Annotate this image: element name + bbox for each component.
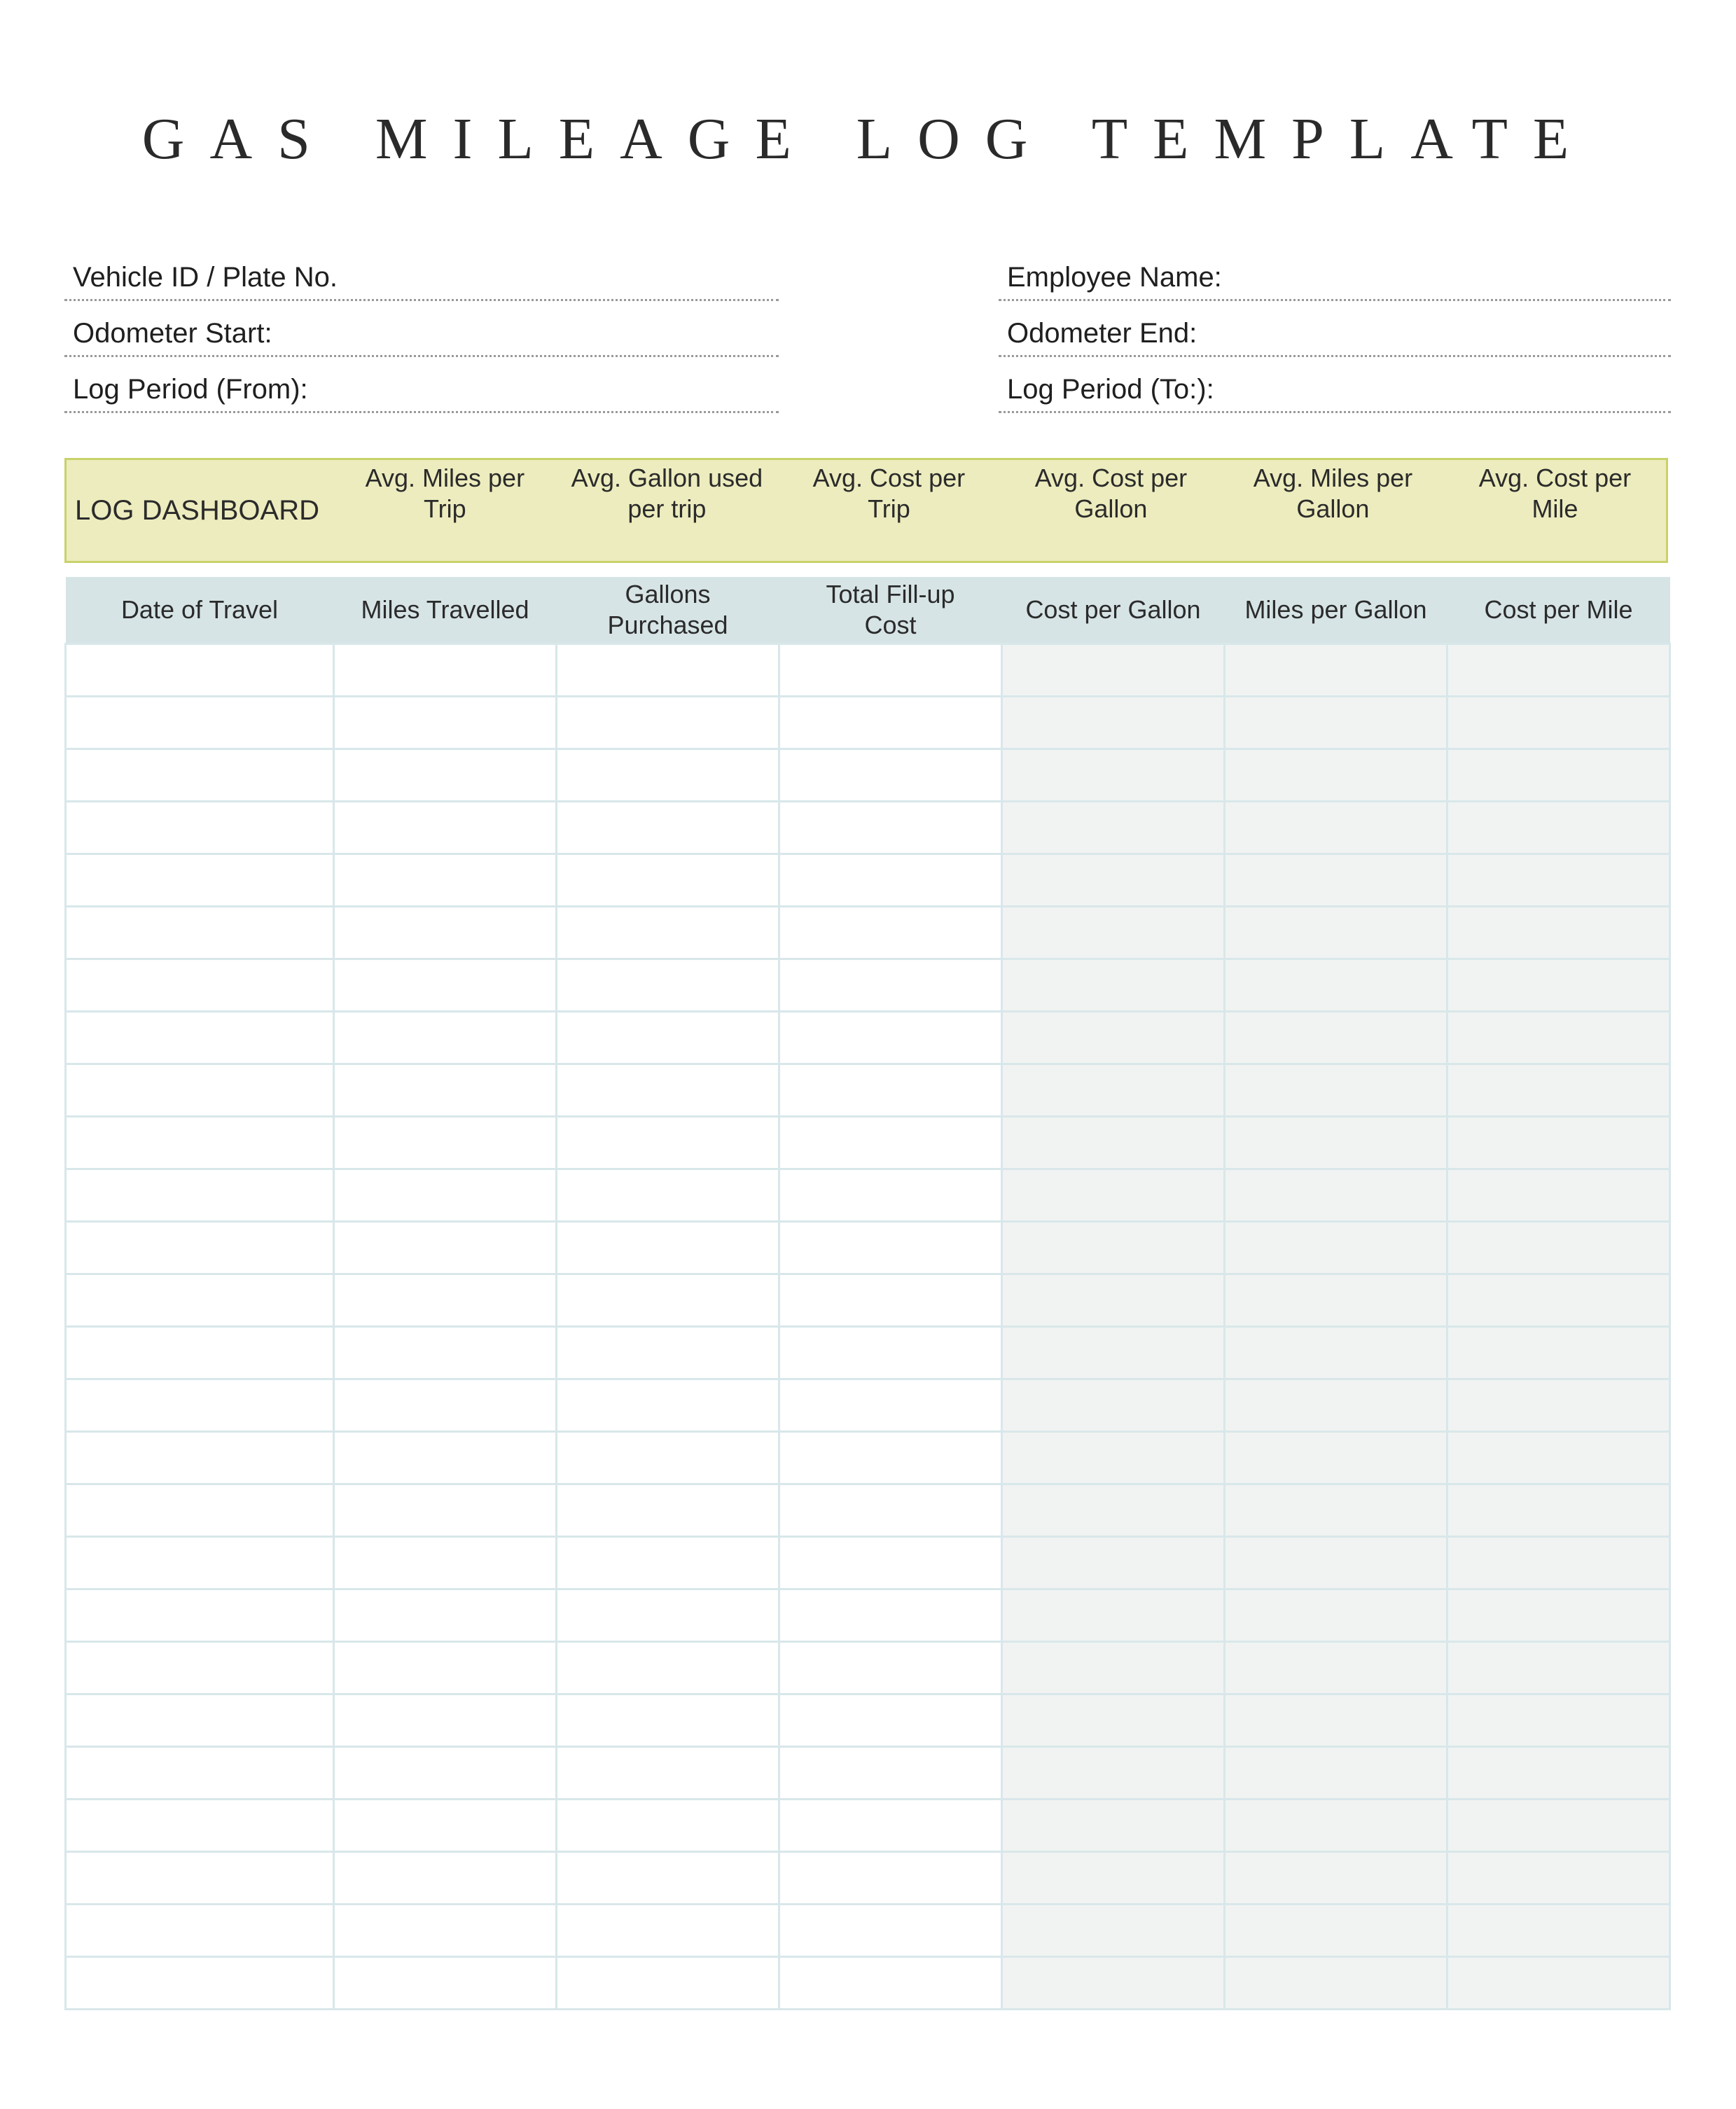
table-cell[interactable] bbox=[779, 1222, 1002, 1274]
table-cell[interactable] bbox=[66, 1432, 334, 1484]
vehicle-info-right bbox=[999, 245, 1671, 413]
table-cell[interactable] bbox=[66, 749, 334, 802]
table-cell[interactable] bbox=[557, 1169, 779, 1222]
table-cell[interactable] bbox=[1447, 644, 1670, 697]
table-cell[interactable] bbox=[779, 1379, 1002, 1432]
header-line: Miles Travelled bbox=[361, 595, 529, 624]
table-row bbox=[66, 959, 1670, 1012]
table-cell[interactable] bbox=[66, 1800, 334, 1852]
table-cell[interactable] bbox=[1225, 1537, 1447, 1589]
table-cell[interactable] bbox=[1447, 1274, 1670, 1327]
table-row bbox=[66, 1432, 1670, 1484]
table-cell[interactable] bbox=[1002, 1484, 1225, 1537]
table-cell[interactable] bbox=[334, 644, 557, 697]
table-cell[interactable] bbox=[66, 1379, 334, 1432]
table-row bbox=[66, 1747, 1670, 1800]
table-cell[interactable] bbox=[66, 1327, 334, 1379]
table-cell[interactable] bbox=[334, 1222, 557, 1274]
table-cell[interactable] bbox=[334, 1694, 557, 1747]
table-cell[interactable] bbox=[1447, 854, 1670, 907]
header-total-fill-up-cost bbox=[779, 577, 1002, 644]
table-cell[interactable] bbox=[1002, 1222, 1225, 1274]
table-cell[interactable] bbox=[334, 1379, 557, 1432]
table-cell[interactable] bbox=[779, 1274, 1002, 1327]
header-line: Miles per Gallon bbox=[1244, 595, 1427, 624]
table-cell[interactable] bbox=[66, 1117, 334, 1169]
table-cell[interactable] bbox=[1447, 1589, 1670, 1642]
table-cell[interactable] bbox=[779, 1064, 1002, 1117]
table-cell[interactable] bbox=[557, 1852, 779, 1905]
table-row bbox=[66, 1694, 1670, 1747]
table-row bbox=[66, 1064, 1670, 1117]
table-row bbox=[66, 1379, 1670, 1432]
dashboard-col-avg-gallon-per-trip bbox=[556, 460, 778, 561]
table-row bbox=[66, 802, 1670, 854]
table-cell[interactable] bbox=[66, 1484, 334, 1537]
table-cell[interactable] bbox=[1447, 1379, 1670, 1432]
table-cell[interactable] bbox=[779, 1589, 1002, 1642]
header-line: Total Fill-up bbox=[826, 580, 955, 608]
dashboard-col-line: Avg. Cost per bbox=[1034, 464, 1188, 492]
table-cell[interactable] bbox=[1225, 907, 1447, 959]
table-cell[interactable] bbox=[779, 802, 1002, 854]
table-cell[interactable] bbox=[779, 644, 1002, 697]
table-cell[interactable] bbox=[1447, 1800, 1670, 1852]
table-cell[interactable] bbox=[557, 802, 779, 854]
table-cell[interactable] bbox=[1225, 959, 1447, 1012]
table-cell[interactable] bbox=[1447, 1064, 1670, 1117]
table-row bbox=[66, 854, 1670, 907]
table-cell[interactable] bbox=[1225, 1117, 1447, 1169]
table-cell[interactable] bbox=[779, 1537, 1002, 1589]
table-cell[interactable] bbox=[1002, 1589, 1225, 1642]
table-row bbox=[66, 1957, 1670, 2010]
table-cell[interactable] bbox=[1002, 1537, 1225, 1589]
table-row bbox=[66, 1589, 1670, 1642]
table-cell[interactable] bbox=[557, 1694, 779, 1747]
table-cell[interactable] bbox=[66, 1957, 334, 2010]
table-cell[interactable] bbox=[779, 959, 1002, 1012]
table-cell[interactable] bbox=[1002, 907, 1225, 959]
table-row bbox=[66, 907, 1670, 959]
dashboard-col-line: Trip bbox=[868, 494, 910, 523]
table-cell[interactable] bbox=[1002, 1642, 1225, 1694]
table-cell[interactable] bbox=[779, 854, 1002, 907]
table-cell[interactable] bbox=[779, 1747, 1002, 1800]
table-cell[interactable] bbox=[557, 1484, 779, 1537]
table-cell[interactable] bbox=[1447, 749, 1670, 802]
table-cell[interactable] bbox=[1225, 1800, 1447, 1852]
table-cell[interactable] bbox=[1225, 1169, 1447, 1222]
dashboard-col-line: Mile bbox=[1532, 494, 1578, 523]
table-cell[interactable] bbox=[66, 1012, 334, 1064]
header-cost-per-gallon bbox=[1002, 577, 1225, 644]
dashboard-col-line: Avg. Gallon used bbox=[571, 464, 763, 492]
table-cell[interactable] bbox=[779, 1852, 1002, 1905]
table-cell[interactable] bbox=[1225, 1432, 1447, 1484]
table-cell[interactable] bbox=[334, 697, 557, 749]
table-cell[interactable] bbox=[1447, 697, 1670, 749]
table-cell[interactable] bbox=[1447, 1222, 1670, 1274]
dashboard-col-line: Trip bbox=[424, 494, 466, 523]
table-cell[interactable] bbox=[334, 1537, 557, 1589]
log-period-from-field[interactable] bbox=[64, 357, 779, 413]
table-cell[interactable] bbox=[1447, 959, 1670, 1012]
dashboard-col-line: Gallon bbox=[1296, 494, 1370, 523]
table-cell[interactable] bbox=[557, 1957, 779, 2010]
vehicle-id-label: Vehicle ID / Plate No. bbox=[73, 262, 338, 293]
table-cell[interactable] bbox=[779, 1905, 1002, 1957]
dashboard-col-avg-cost-per-trip bbox=[778, 460, 1000, 561]
table-cell[interactable] bbox=[779, 1327, 1002, 1379]
table-cell[interactable] bbox=[557, 1642, 779, 1694]
dashboard-col-line: Avg. Miles per bbox=[1253, 464, 1413, 492]
table-row bbox=[66, 697, 1670, 749]
table-cell[interactable] bbox=[334, 1064, 557, 1117]
table-cell[interactable] bbox=[1225, 1012, 1447, 1064]
table-cell[interactable] bbox=[66, 802, 334, 854]
table-cell[interactable] bbox=[1225, 1064, 1447, 1117]
table-cell[interactable] bbox=[779, 907, 1002, 959]
table-cell[interactable] bbox=[1225, 802, 1447, 854]
table-cell[interactable] bbox=[1002, 1117, 1225, 1169]
table-cell[interactable] bbox=[66, 907, 334, 959]
table-row bbox=[66, 1852, 1670, 1905]
table-cell[interactable] bbox=[779, 749, 1002, 802]
log-dashboard bbox=[64, 458, 1668, 563]
table-cell[interactable] bbox=[1002, 1012, 1225, 1064]
table-cell[interactable] bbox=[334, 1852, 557, 1905]
dashboard-col-line: per trip bbox=[627, 494, 707, 523]
table-cell[interactable] bbox=[1225, 1484, 1447, 1537]
table-cell[interactable] bbox=[557, 1537, 779, 1589]
table-cell[interactable] bbox=[779, 1694, 1002, 1747]
table-cell[interactable] bbox=[779, 1432, 1002, 1484]
table-cell[interactable] bbox=[66, 959, 334, 1012]
table-cell[interactable] bbox=[1225, 1642, 1447, 1694]
table-cell[interactable] bbox=[66, 1694, 334, 1747]
table-cell[interactable] bbox=[66, 854, 334, 907]
table-cell[interactable] bbox=[334, 1589, 557, 1642]
table-cell[interactable] bbox=[557, 907, 779, 959]
table-cell[interactable] bbox=[1447, 1484, 1670, 1537]
table-cell[interactable] bbox=[1447, 1694, 1670, 1747]
table-cell[interactable] bbox=[334, 1957, 557, 2010]
table-cell[interactable] bbox=[1002, 644, 1225, 697]
table-cell[interactable] bbox=[1447, 907, 1670, 959]
employee-name-label: Employee Name: bbox=[1007, 262, 1222, 293]
table-cell[interactable] bbox=[1447, 1957, 1670, 2010]
table-cell[interactable] bbox=[1225, 1327, 1447, 1379]
table-row bbox=[66, 1537, 1670, 1589]
table-row bbox=[66, 749, 1670, 802]
table-cell[interactable] bbox=[1225, 1589, 1447, 1642]
table-cell[interactable] bbox=[334, 907, 557, 959]
employee-name-field[interactable] bbox=[999, 245, 1671, 301]
table-cell[interactable] bbox=[66, 1222, 334, 1274]
table-cell[interactable] bbox=[557, 697, 779, 749]
table-cell[interactable] bbox=[334, 1169, 557, 1222]
table-row bbox=[66, 1117, 1670, 1169]
table-cell[interactable] bbox=[66, 644, 334, 697]
table-cell[interactable] bbox=[1002, 802, 1225, 854]
table-cell[interactable] bbox=[66, 697, 334, 749]
mileage-log-table bbox=[64, 577, 1671, 2010]
table-cell[interactable] bbox=[1447, 1169, 1670, 1222]
table-row bbox=[66, 1642, 1670, 1694]
table-cell[interactable] bbox=[1447, 1642, 1670, 1694]
table-cell[interactable] bbox=[1002, 1905, 1225, 1957]
header-miles-travelled bbox=[334, 577, 557, 644]
table-cell[interactable] bbox=[66, 1642, 334, 1694]
table-cell[interactable] bbox=[66, 1537, 334, 1589]
table-cell[interactable] bbox=[1002, 1694, 1225, 1747]
log-period-to-field[interactable] bbox=[999, 357, 1671, 413]
table-cell[interactable] bbox=[1002, 1327, 1225, 1379]
table-row bbox=[66, 1484, 1670, 1537]
table-cell[interactable] bbox=[334, 1484, 557, 1537]
dashboard-col-line: Avg. Cost per bbox=[1478, 464, 1632, 492]
table-cell[interactable] bbox=[1225, 1274, 1447, 1327]
table-cell[interactable] bbox=[334, 1905, 557, 1957]
table-cell[interactable] bbox=[66, 1274, 334, 1327]
table-cell[interactable] bbox=[1447, 1327, 1670, 1379]
table-cell[interactable] bbox=[1225, 1747, 1447, 1800]
table-row bbox=[66, 1274, 1670, 1327]
log-table-body bbox=[66, 644, 1670, 2010]
table-cell[interactable] bbox=[1225, 697, 1447, 749]
dashboard-col-avg-miles-per-gallon bbox=[1222, 460, 1444, 561]
table-cell[interactable] bbox=[779, 1117, 1002, 1169]
table-cell[interactable] bbox=[1447, 1852, 1670, 1905]
table-cell[interactable] bbox=[1002, 854, 1225, 907]
log-period-to-label: Log Period (To:): bbox=[1007, 374, 1214, 405]
table-cell[interactable] bbox=[557, 1222, 779, 1274]
table-cell[interactable] bbox=[1002, 1852, 1225, 1905]
header-gallons-purchased bbox=[557, 577, 779, 644]
table-cell[interactable] bbox=[1002, 697, 1225, 749]
table-cell[interactable] bbox=[66, 1747, 334, 1800]
table-cell[interactable] bbox=[334, 1642, 557, 1694]
table-cell[interactable] bbox=[334, 959, 557, 1012]
table-cell[interactable] bbox=[334, 1800, 557, 1852]
table-row bbox=[66, 1905, 1670, 1957]
dashboard-col-line: Gallon bbox=[1074, 494, 1148, 523]
table-cell[interactable] bbox=[557, 854, 779, 907]
table-cell[interactable] bbox=[557, 1800, 779, 1852]
odometer-end-field[interactable] bbox=[999, 301, 1671, 357]
table-cell[interactable] bbox=[1002, 1274, 1225, 1327]
table-cell[interactable] bbox=[1225, 749, 1447, 802]
table-cell[interactable] bbox=[557, 959, 779, 1012]
vehicle-id-field[interactable] bbox=[64, 245, 779, 301]
table-cell[interactable] bbox=[334, 1747, 557, 1800]
table-cell[interactable] bbox=[779, 1484, 1002, 1537]
table-header-row bbox=[66, 577, 1670, 644]
table-cell[interactable] bbox=[1447, 1012, 1670, 1064]
table-cell[interactable] bbox=[1002, 959, 1225, 1012]
table-cell[interactable] bbox=[66, 1169, 334, 1222]
table-cell[interactable] bbox=[779, 697, 1002, 749]
dashboard-col-avg-miles-per-trip bbox=[334, 460, 556, 561]
table-cell[interactable] bbox=[1225, 1379, 1447, 1432]
table-row bbox=[66, 1327, 1670, 1379]
table-cell[interactable] bbox=[1002, 1064, 1225, 1117]
log-period-from-label: Log Period (From): bbox=[73, 374, 308, 405]
table-row bbox=[66, 1169, 1670, 1222]
table-cell[interactable] bbox=[1002, 1379, 1225, 1432]
table-cell[interactable] bbox=[557, 1327, 779, 1379]
table-cell[interactable] bbox=[1225, 1957, 1447, 2010]
table-cell[interactable] bbox=[557, 1432, 779, 1484]
table-cell[interactable] bbox=[334, 1327, 557, 1379]
table-cell[interactable] bbox=[1447, 1117, 1670, 1169]
table-cell[interactable] bbox=[334, 1274, 557, 1327]
dashboard-title: LOG DASHBOARD bbox=[75, 494, 319, 526]
table-cell[interactable] bbox=[779, 1800, 1002, 1852]
table-cell[interactable] bbox=[334, 854, 557, 907]
header-line: Cost per Gallon bbox=[1025, 595, 1201, 624]
table-cell[interactable] bbox=[334, 1432, 557, 1484]
table-cell[interactable] bbox=[334, 1117, 557, 1169]
table-cell[interactable] bbox=[557, 749, 779, 802]
table-cell[interactable] bbox=[1002, 1747, 1225, 1800]
table-cell[interactable] bbox=[66, 1064, 334, 1117]
table-cell[interactable] bbox=[334, 1012, 557, 1064]
table-cell[interactable] bbox=[1447, 1747, 1670, 1800]
vehicle-info-left bbox=[64, 245, 779, 413]
table-cell[interactable] bbox=[334, 749, 557, 802]
table-cell[interactable] bbox=[557, 1064, 779, 1117]
table-cell[interactable] bbox=[1002, 1800, 1225, 1852]
header-miles-per-gallon bbox=[1225, 577, 1447, 644]
table-row bbox=[66, 1222, 1670, 1274]
table-cell[interactable] bbox=[1002, 749, 1225, 802]
table-cell[interactable] bbox=[334, 802, 557, 854]
table-cell[interactable] bbox=[1225, 1905, 1447, 1957]
table-cell[interactable] bbox=[1225, 1694, 1447, 1747]
table-cell[interactable] bbox=[557, 1589, 779, 1642]
table-cell[interactable] bbox=[557, 1747, 779, 1800]
table-cell[interactable] bbox=[1447, 1432, 1670, 1484]
header-line: Cost bbox=[864, 611, 917, 639]
table-row bbox=[66, 1800, 1670, 1852]
table-cell[interactable] bbox=[779, 1169, 1002, 1222]
table-cell[interactable] bbox=[557, 1274, 779, 1327]
dashboard-col-line: Avg. Miles per bbox=[365, 464, 525, 492]
table-cell[interactable] bbox=[1002, 1169, 1225, 1222]
odometer-end-label: Odometer End: bbox=[1007, 318, 1197, 349]
table-cell[interactable] bbox=[779, 1957, 1002, 2010]
table-cell[interactable] bbox=[66, 1905, 334, 1957]
odometer-start-field[interactable] bbox=[64, 301, 779, 357]
table-cell[interactable] bbox=[1447, 1537, 1670, 1589]
table-cell[interactable] bbox=[66, 1852, 334, 1905]
table-cell[interactable] bbox=[779, 1012, 1002, 1064]
dashboard-col-avg-cost-per-gallon bbox=[1000, 460, 1222, 561]
table-row bbox=[66, 1012, 1670, 1064]
header-line: Gallons bbox=[625, 580, 711, 608]
odometer-start-label: Odometer Start: bbox=[73, 318, 272, 349]
table-cell[interactable] bbox=[1225, 1852, 1447, 1905]
page-title: GAS MILEAGE LOG TEMPLATE bbox=[141, 106, 1595, 172]
table-cell[interactable] bbox=[1225, 854, 1447, 907]
header-date-of-travel bbox=[66, 577, 334, 644]
dashboard-col-avg-cost-per-mile bbox=[1444, 460, 1666, 561]
header-line: Purchased bbox=[607, 611, 728, 639]
table-cell[interactable] bbox=[1447, 802, 1670, 854]
table-cell[interactable] bbox=[779, 1642, 1002, 1694]
table-cell[interactable] bbox=[1002, 1957, 1225, 2010]
dashboard-col-line: Avg. Cost per bbox=[812, 464, 966, 492]
table-cell[interactable] bbox=[557, 1117, 779, 1169]
table-cell[interactable] bbox=[1447, 1905, 1670, 1957]
table-cell[interactable] bbox=[557, 1379, 779, 1432]
table-cell[interactable] bbox=[1002, 1432, 1225, 1484]
table-cell[interactable] bbox=[557, 1905, 779, 1957]
table-cell[interactable] bbox=[1225, 644, 1447, 697]
table-cell[interactable] bbox=[557, 644, 779, 697]
header-line: Cost per Mile bbox=[1484, 595, 1633, 624]
header-line: Date of Travel bbox=[120, 595, 279, 624]
table-cell[interactable] bbox=[1225, 1222, 1447, 1274]
table-row bbox=[66, 644, 1670, 697]
table-cell[interactable] bbox=[66, 1589, 334, 1642]
header-cost-per-mile bbox=[1447, 577, 1670, 644]
table-cell[interactable] bbox=[557, 1012, 779, 1064]
